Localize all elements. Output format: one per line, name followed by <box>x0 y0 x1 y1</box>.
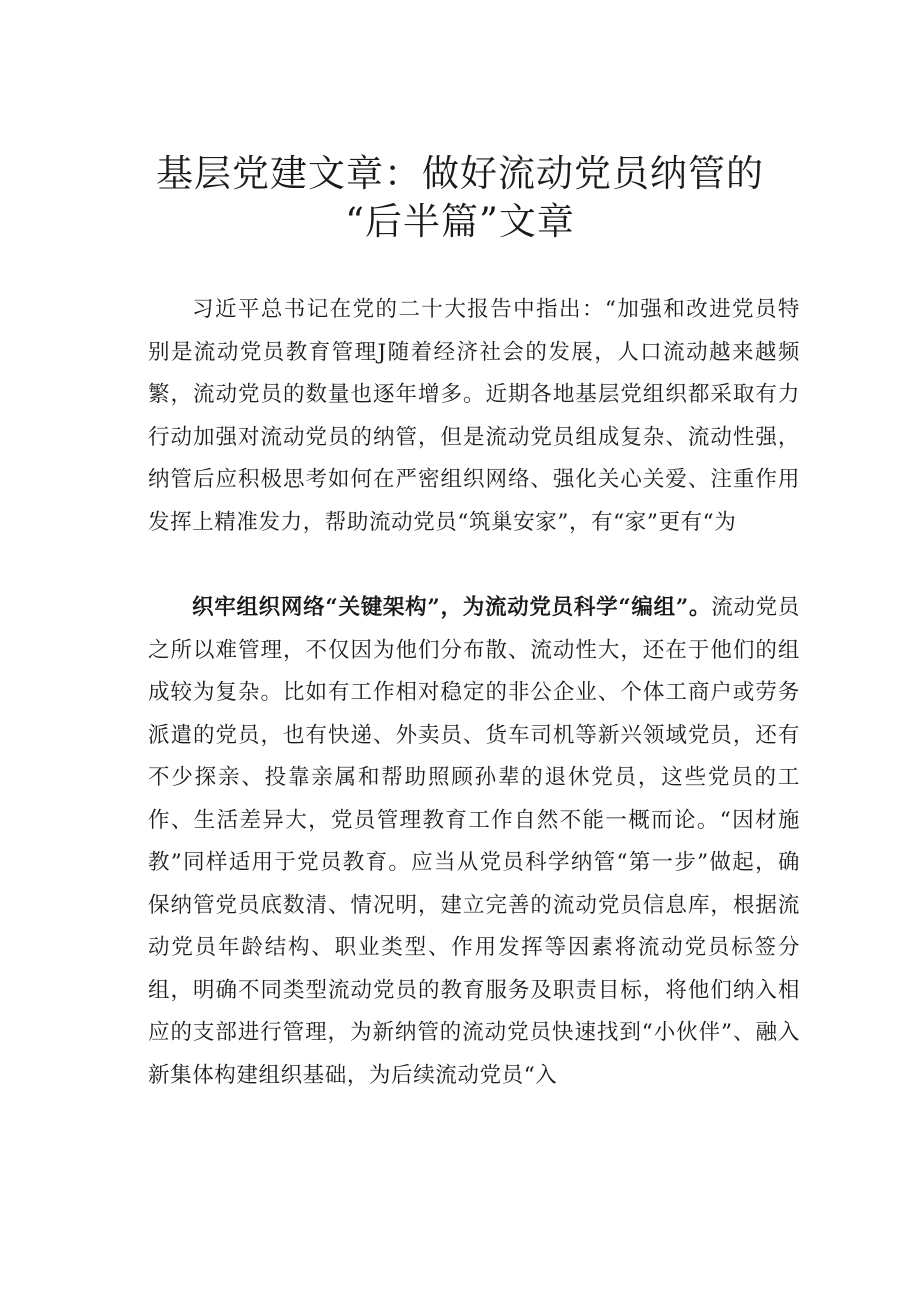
title-line-1: 基层党建文章：做好流动党员纳管的 <box>156 152 764 195</box>
title-line-2: “后半篇”文章 <box>345 200 575 243</box>
paragraph-2-body: 流动党员之所以难管理，不仅因为他们分布散、流动性大，还在于他们的组成较为复杂。比如有工作相对稳定的非公企业、个体工商户或劳务派遣的党员，也有快递、外卖员、货车司机等新兴领域党员，还有不少探亲、投靠亲属和帮助照顾孙辈的退休党员，这些党员的工作、生活差异大，党员管理教育工作自然不能一概而论。“因材施教”同样适用于党员教育。应当从党员科学纳管“第一步”做起，确保纳管党员底数清、情况明，建立完善的流动党员信息库，根据流动党员年龄结构、职业类型、作用发挥等因素将流动党员标签分组，明确不同类型流动党员的教育服务及职责目标，将他们纳入相应的支部进行管理，为新纳管的流动党员快速找到“小伙伴”、融入新集体构建组织基础，为后续流动党员“入 <box>148 595 800 1088</box>
document-title <box>150 150 770 246</box>
paragraph-2 <box>148 587 800 1097</box>
paragraph-1: 习近平总书记在党的二十大报告中指出：“加强和改进党员特别是流动党员教育管理J随着经济社会的发展，人口流动越来越频繁，流动党员的数量也逐年增多。近期各地基层党组织都采取有力行动加强对流动党员的纳管，但是流动党员组成复杂、流动性强，纳管后应积极思考如何在严密组织网络、强化关心关爱、注重作用发挥上精准发力，帮助流动党员“筑巢安家”，有“家”更有“为 <box>148 297 800 535</box>
paragraph-2-heading: 织牢组织网络“关键架构”，为流动党员科学“编组”。 <box>192 595 712 620</box>
